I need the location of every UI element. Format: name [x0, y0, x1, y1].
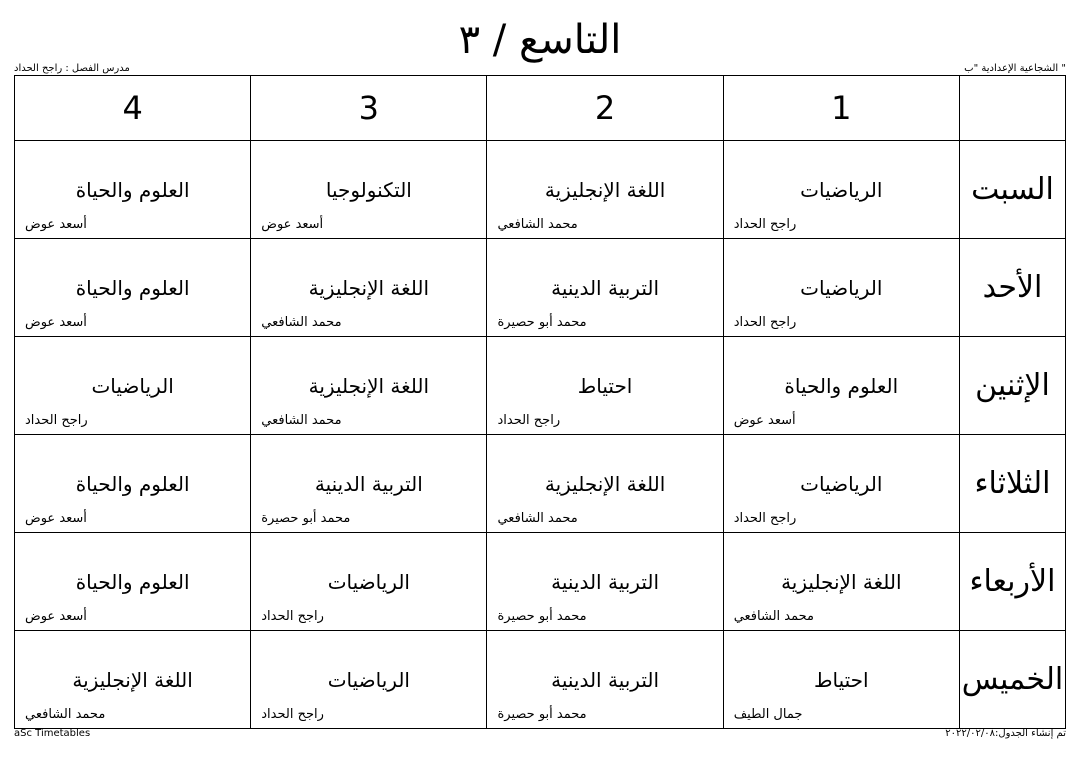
- timetable: [14, 75, 1066, 729]
- subject-name: الرياضيات: [91, 374, 174, 398]
- subject-name: اللغة الإنجليزية: [544, 178, 666, 202]
- day-name: السبت: [959, 141, 1065, 239]
- lesson-cell: [487, 337, 723, 435]
- teacher-name: محمد الشافعي: [497, 217, 578, 232]
- subject-name: الرياضيات: [800, 178, 883, 202]
- lesson-cell: [251, 141, 487, 239]
- lesson-cell: [487, 435, 723, 533]
- lesson-cell: [723, 337, 959, 435]
- subject-name: التربية الدينية: [314, 472, 423, 496]
- footer-software: aSc Timetables: [14, 728, 91, 739]
- subject-name: التكنولوجيا: [325, 178, 412, 202]
- subject-name: اللغة الإنجليزية: [308, 374, 430, 398]
- day-name: الثلاثاء: [959, 435, 1065, 533]
- subject-name: الرياضيات: [327, 668, 410, 692]
- lesson-cell: [251, 239, 487, 337]
- day-row: [15, 533, 1066, 631]
- teacher-name: راجح الحداد: [733, 511, 797, 526]
- subject-name: اللغة الإنجليزية: [544, 472, 666, 496]
- lesson-cell: [15, 239, 251, 337]
- subject-name: التربية الدينية: [551, 668, 660, 692]
- lesson-cell: [723, 533, 959, 631]
- teacher-name: محمد الشافعي: [733, 609, 814, 624]
- teacher-name: محمد الشافعي: [25, 707, 106, 722]
- subject-name: العلوم والحياة: [75, 178, 190, 202]
- subject-name: العلوم والحياة: [784, 374, 899, 398]
- lesson-cell: [723, 141, 959, 239]
- day-name: الأربعاء: [959, 533, 1065, 631]
- day-name: الإثنين: [959, 337, 1065, 435]
- teacher-name: راجح الحداد: [733, 315, 797, 330]
- period-header: 1: [723, 76, 959, 141]
- teacher-name: محمد أبو حصيرة: [497, 707, 587, 722]
- footer-created-date: تم إنشاء الجدول:٢٠٢٢/٠٢/٠٨: [945, 728, 1066, 739]
- teacher-name: أسعد عوض: [733, 413, 796, 428]
- subject-name: العلوم والحياة: [75, 472, 190, 496]
- lesson-cell: [15, 141, 251, 239]
- day-row: [15, 239, 1066, 337]
- subject-name: الرياضيات: [327, 570, 410, 594]
- subject-name: اللغة الإنجليزية: [72, 668, 193, 692]
- lesson-cell: [251, 631, 487, 729]
- teacher-name: محمد الشافعي: [497, 511, 578, 526]
- period-header: 4: [15, 76, 251, 141]
- subject-name: الرياضيات: [800, 472, 883, 496]
- subject-name: احتياط: [814, 668, 869, 692]
- teacher-name: راجح الحداد: [261, 707, 324, 722]
- page-title: التاسع / ٣: [458, 17, 622, 63]
- lesson-cell: [251, 533, 487, 631]
- corner-cell: [959, 76, 1065, 141]
- lesson-cell: [487, 239, 723, 337]
- lesson-cell: [15, 435, 251, 533]
- subject-name: التربية الدينية: [551, 570, 660, 594]
- subject-name: العلوم والحياة: [75, 276, 190, 300]
- period-header: 3: [251, 76, 487, 141]
- subject-name: العلوم والحياة: [75, 570, 190, 594]
- subject-name: اللغة الإنجليزية: [308, 276, 430, 300]
- day-row: [15, 631, 1066, 729]
- teacher-name: أسعد عوض: [25, 217, 87, 232]
- day-name: الخميس: [959, 631, 1065, 729]
- teacher-name: محمد أبو حصيرة: [261, 511, 351, 526]
- lesson-cell: [487, 141, 723, 239]
- school-name: " الشجاعية الإعدادية "ب: [964, 63, 1066, 74]
- lesson-cell: [723, 631, 959, 729]
- day-name: الأحد: [959, 239, 1065, 337]
- day-row: [15, 435, 1066, 533]
- teacher-name: محمد الشافعي: [261, 413, 342, 428]
- teacher-name: محمد أبو حصيرة: [497, 315, 587, 330]
- teacher-name: محمد أبو حصيرة: [497, 609, 587, 624]
- subject-name: التربية الدينية: [551, 276, 660, 300]
- teacher-name: أسعد عوض: [25, 609, 87, 624]
- teacher-name: راجح الحداد: [497, 413, 561, 428]
- subject-name: احتياط: [577, 374, 633, 398]
- lesson-cell: [15, 631, 251, 729]
- day-row: [15, 337, 1066, 435]
- lesson-cell: [487, 533, 723, 631]
- lesson-cell: [723, 239, 959, 337]
- teacher-name: أسعد عوض: [25, 315, 87, 330]
- lesson-cell: [251, 435, 487, 533]
- period-header-row: [15, 76, 1066, 141]
- period-header: 2: [487, 76, 723, 141]
- teacher-name: راجح الحداد: [25, 413, 88, 428]
- lesson-cell: [15, 337, 251, 435]
- lesson-cell: [723, 435, 959, 533]
- lesson-cell: [15, 533, 251, 631]
- teacher-name: محمد الشافعي: [261, 315, 342, 330]
- lesson-cell: [251, 337, 487, 435]
- teacher-name: راجح الحداد: [733, 217, 797, 232]
- subject-name: الرياضيات: [800, 276, 883, 300]
- teacher-name: راجح الحداد: [261, 609, 324, 624]
- lesson-cell: [487, 631, 723, 729]
- teacher-name: أسعد عوض: [261, 217, 324, 232]
- teacher-name: أسعد عوض: [25, 511, 87, 526]
- class-teacher-label: مدرس الفصل : راجح الحداد: [14, 63, 130, 74]
- teacher-name: جمال الطيف: [733, 707, 803, 722]
- subject-name: اللغة الإنجليزية: [781, 570, 902, 594]
- day-row: [15, 141, 1066, 239]
